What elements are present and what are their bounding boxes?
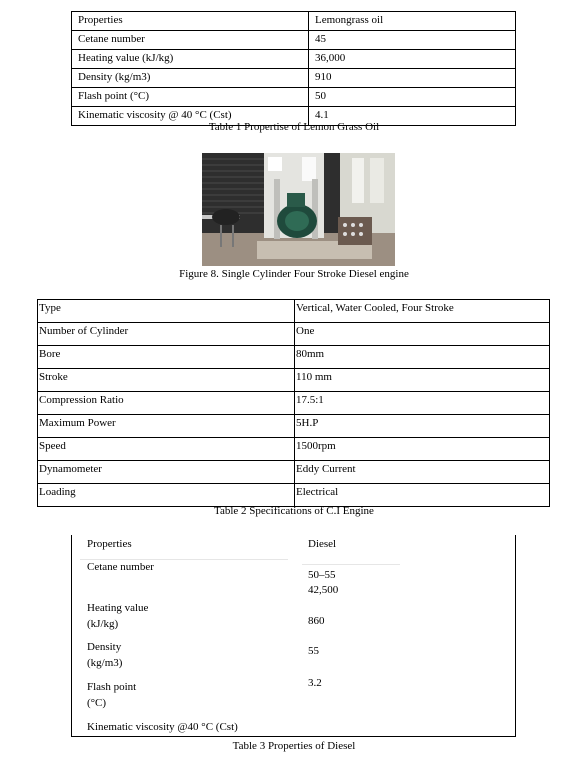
table-cell: Dynamometer (38, 461, 295, 484)
cell-density: Density (87, 641, 122, 653)
engine-specifications-table (37, 299, 550, 507)
table-cell: Loading (38, 484, 295, 507)
table-row (38, 346, 550, 369)
table-cell: Speed (38, 438, 295, 461)
table-cell: Compression Ratio (38, 392, 295, 415)
cell-cetane-number: Cetane number (87, 561, 154, 573)
cell-value: 55 (308, 645, 319, 657)
table-cell: Type (38, 300, 295, 323)
lemongrass-properties-table (71, 11, 516, 126)
cell-value: 42,500 (308, 584, 339, 596)
cell-flash-point: Flash point (87, 681, 137, 693)
table-cell: 50 (309, 88, 516, 107)
table-cell: 1500rpm (295, 438, 550, 461)
engine-photo (202, 153, 395, 266)
table-cell: Stroke (38, 369, 295, 392)
table-row (38, 438, 550, 461)
table-row (38, 392, 550, 415)
table-cell: Number of Cylinder (38, 323, 295, 346)
table-row (38, 323, 550, 346)
table2-caption: Table 2 Specifications of C.I Engine (214, 505, 374, 517)
table-row (72, 88, 516, 107)
table-cell: Eddy Current (295, 461, 550, 484)
table-cell: Maximum Power (38, 415, 295, 438)
table-cell: Flash point (°C) (72, 88, 309, 107)
diesel-properties-table (71, 535, 516, 737)
table-cell: Bore (38, 346, 295, 369)
row-divider (302, 564, 400, 565)
figure-caption: Figure 8. Single Cylinder Four Stroke Diesel engine (179, 268, 409, 280)
table3-caption: Table 3 Properties of Diesel (232, 740, 356, 752)
table-row (38, 415, 550, 438)
table-cell: 110 mm (295, 369, 550, 392)
table-row (38, 369, 550, 392)
header-properties: Properties (87, 538, 132, 550)
table-cell: 910 (309, 69, 516, 88)
table-cell: 4.1 (309, 107, 516, 126)
table-row (72, 12, 516, 31)
table-cell: 80mm (295, 346, 550, 369)
table-row (38, 461, 550, 484)
header-diesel: Diesel (308, 538, 337, 550)
table-cell: 5H.P (295, 415, 550, 438)
cell-density-unit: (kg/m3) (87, 657, 123, 669)
cell-heating-value: Heating value (87, 602, 149, 614)
cell-kinematic-viscosity: Kinematic viscosity @40 °C (Cst) (87, 721, 238, 733)
table-row (72, 31, 516, 50)
table-cell: Kinematic viscosity @ 40 °C (Cst) (72, 107, 309, 126)
table-cell: Cetane number (72, 31, 309, 50)
cell-flash-unit: (°C) (87, 697, 107, 709)
cell-value: 3.2 (308, 677, 322, 689)
engine-illustration (202, 153, 395, 266)
table-cell: Lemongrass oil (309, 12, 516, 31)
cell-value: 860 (308, 615, 325, 627)
table-cell: Heating value (kJ/kg) (72, 50, 309, 69)
table-cell: One (295, 323, 550, 346)
table1-caption: Table 1 Propertise of Lemon Grass Oil (208, 121, 380, 133)
table-cell: 36,000 (309, 50, 516, 69)
table-cell: Vertical, Water Cooled, Four Stroke (295, 300, 550, 323)
table-row (38, 484, 550, 507)
table-row (72, 50, 516, 69)
table-cell: Density (kg/m3) (72, 69, 309, 88)
table-row (72, 69, 516, 88)
table-cell: Properties (72, 12, 309, 31)
table-cell: 45 (309, 31, 516, 50)
table-cell: Electrical (295, 484, 550, 507)
table-cell: 17.5:1 (295, 392, 550, 415)
table-row (38, 300, 550, 323)
cell-value: 50–55 (308, 569, 336, 581)
cell-heating-unit: (kJ/kg) (87, 618, 119, 630)
